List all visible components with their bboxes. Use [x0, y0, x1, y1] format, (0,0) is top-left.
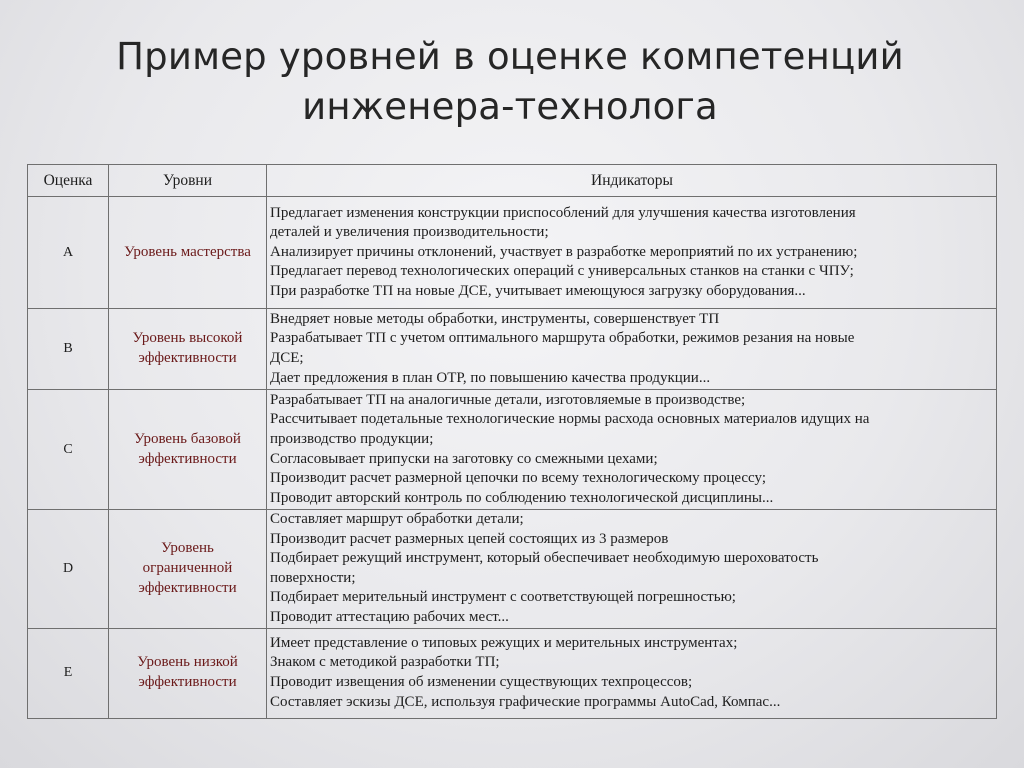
- level-line: эффективности: [138, 350, 237, 366]
- grade-cell: D: [28, 510, 109, 629]
- grade-cell: E: [28, 628, 109, 718]
- level-line: Уровень низкой: [137, 654, 238, 671]
- indicator-line: Проводит авторский контроль по соблюдению технологической дисциплины...: [270, 489, 774, 506]
- table-row: [28, 628, 997, 718]
- indicator-line: Проводит аттестацию рабочих мест...: [270, 608, 509, 625]
- indicator-line: Производит расчет размерной цепочки по всему технологическому процессу;: [270, 470, 766, 487]
- level-line: Уровень мастерства: [124, 243, 251, 260]
- slide-title: [60, 32, 960, 132]
- header-level: Уровни: [109, 165, 267, 197]
- level-cell: [109, 510, 267, 629]
- grade-cell: B: [28, 309, 109, 390]
- indicator-line: Дает предложения в план ОТР, по повышению качества продукции...: [270, 369, 711, 386]
- indicator-line: Знаком с методикой разработки ТП;: [270, 654, 500, 671]
- indicator-line: Рассчитывает подетальные технологические нормы расхода основных материалов идущих на: [270, 411, 870, 428]
- level-line: Уровень высокой: [132, 330, 243, 347]
- indicator-line: деталей и увеличения производительности;: [270, 224, 549, 241]
- indicator-line: Подбирает мерительный инструмент с соответствующей погрешностью;: [270, 589, 736, 606]
- indicator-line: Проводит извещения об изменении существующих техпроцессов;: [270, 674, 693, 691]
- level-line: эффективности: [138, 450, 237, 467]
- level-cell: [109, 197, 267, 309]
- indicator-line: Внедряет новые методы обработки, инструменты, совершенствует ТП: [270, 310, 720, 327]
- indicator-line: Анализирует причины отклонений, участвует в разработке мероприятий по их устранению;: [270, 243, 858, 260]
- indicator-line: Подбирает режущий инструмент, который обеспечивает необходимую шероховатость: [270, 550, 819, 567]
- indicator-line: Имеет представление о типовых режущих и мерительных инструментах;: [270, 634, 738, 651]
- indicators-cell: [267, 197, 997, 309]
- indicator-line: Составляет маршрут обработки детали;: [270, 511, 524, 527]
- indicator-line: Предлагает перевод технологических операций с универсальных станков на станки с ЧПУ;: [270, 263, 854, 280]
- indicators-cell: [267, 510, 997, 629]
- grade-cell: A: [28, 197, 109, 309]
- slide-title-line1: Пример уровней в оценке компетенций: [116, 35, 904, 78]
- table-header-row: [28, 165, 997, 197]
- level-cell: [109, 309, 267, 390]
- indicator-line: ДСЕ;: [270, 350, 304, 366]
- table-row: [28, 390, 997, 510]
- table-row: [28, 510, 997, 629]
- level-cell: [109, 628, 267, 718]
- indicator-line: Разрабатывает ТП на аналогичные детали, изготовляемые в производстве;: [270, 391, 746, 408]
- table-row: [28, 197, 997, 309]
- competency-table: [27, 164, 997, 719]
- indicators-cell: [267, 628, 997, 718]
- grade-cell: C: [28, 390, 109, 510]
- level-line: Уровень: [161, 540, 214, 557]
- table-body: [28, 197, 997, 719]
- indicator-line: поверхности;: [270, 569, 356, 586]
- header-grade: Оценка: [28, 165, 109, 197]
- level-line: Уровень базовой: [134, 430, 241, 447]
- indicators-cell: [267, 390, 997, 510]
- indicator-line: Предлагает изменения конструкции приспособлений для улучшения качества изготовления: [270, 204, 856, 221]
- indicator-line: производство продукции;: [270, 430, 434, 447]
- level-cell: [109, 390, 267, 510]
- level-line: эффективности: [138, 674, 237, 691]
- indicator-line: Составляет эскизы ДСЕ, используя графические программы AutoCad, Компас...: [270, 693, 781, 710]
- header-indicators: Индикаторы: [267, 165, 997, 197]
- slide-title-line2: инженера-технолога: [302, 85, 718, 128]
- indicators-cell: [267, 309, 997, 390]
- indicator-line: Согласовывает припуски на заготовку со смежными цехами;: [270, 450, 658, 467]
- level-line: ограниченной: [142, 559, 233, 576]
- table-row: [28, 309, 997, 390]
- level-line: эффективности: [138, 579, 237, 596]
- indicator-line: Разрабатывает ТП с учетом оптимального маршрута обработки, режимов резания на новые: [270, 330, 855, 347]
- indicator-line: Производит расчет размерных цепей состоящих из 3 размеров: [270, 530, 669, 547]
- indicator-line: При разработке ТП на новые ДСЕ, учитывает имеющуюся загрузку оборудования...: [270, 282, 806, 299]
